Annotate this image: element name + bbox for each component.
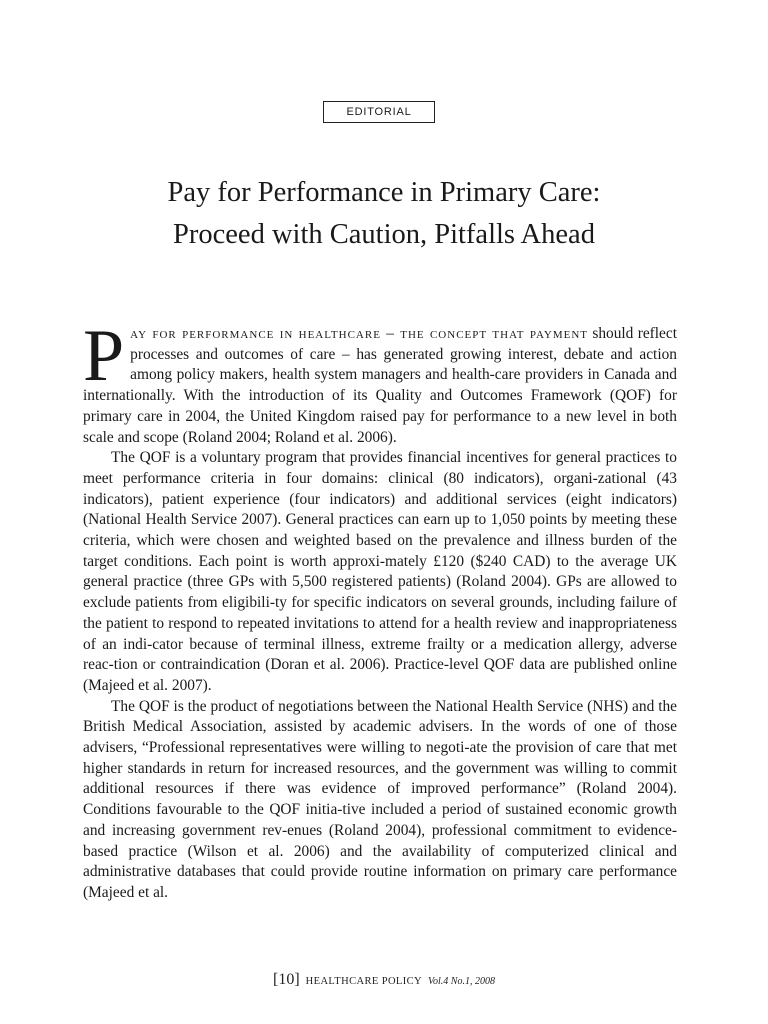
title-line-2: Proceed with Caution, Pitfalls Ahead (173, 219, 595, 250)
journal-issue: Vol.4 No.1, 2008 (428, 976, 495, 987)
page-number: [10] (273, 971, 300, 988)
lead-in: ay for performance in healthcare – the concept that payment (130, 325, 588, 342)
article-title (40, 172, 728, 256)
drop-cap: P (83, 315, 125, 397)
paragraph-2: The QOF is a voluntary program that provides financial incentives for general practices to meet performance criteria in four domains: clinical (80 indicators), organi-zational (43 indicators), patient experience (four indicators) and additional services (eight indicators) (National Health Service 2007). General practices can earn up to 1,050 points by meeting these criteria, which were chosen and weighted based on the prevalence and illness burden of the target conditions. Each point is worth approxi-mately £120 ($240 CAD) to the average UK general practice (three GPs with 5,500 registered patients) (Roland 2004). GPs are allowed to exclude patients from eligibili-ty for specific indicators on several grounds, including failure of the patient to respond to repeated invitations to attend for a health review and inappropriateness of an indi-cator because of terminal illness, extreme frailty or a medication allergy, adverse reac-tion or contraindication (Doran et al. 2006). Practice-level QOF data are published online (Majeed et al. 2007). (83, 449, 677, 694)
paragraph-1-text: should reflect processes and outcomes of care – has generated growing interest, debate and action among policy makers, health system managers and health-care providers in Canada and internationally. With the introduction of its Quality and Outcomes Framework (QOF) for primary care in 2004, the United Kingdom raised pay for performance to a new level in both scale and scope (Roland 2004; Roland et al. 2006). (83, 325, 677, 446)
journal-name: HEALTHCARE POLICY (305, 976, 423, 987)
paragraph-3: The QOF is the product of negotiations between the National Health Service (NHS) and the British Medical Association, assisted by academic advisers. In the words of one of those advisers, “Professional representatives were willing to negoti-ate the provision of care that met higher standards in return for increased resources, and the government was willing to commit additional resources if there was evidence of improved performance” (Roland 2004). Conditions favourable to the QOF initia-tive included a period of sustained economic growth and increasing government rev-enues (Roland 2004), professional commitment to evidence-based practice (Wilson et al. 2006) and the availability of computerized clinical and administrative databases that could provide routine information on primary care performance (Majeed et al. (83, 697, 677, 901)
page-footer (0, 971, 768, 989)
section-tag: EDITORIAL (323, 101, 435, 123)
paragraph-1 (83, 315, 677, 448)
article-body (83, 315, 677, 904)
title-line-1: Pay for Performance in Primary Care: (167, 177, 601, 208)
